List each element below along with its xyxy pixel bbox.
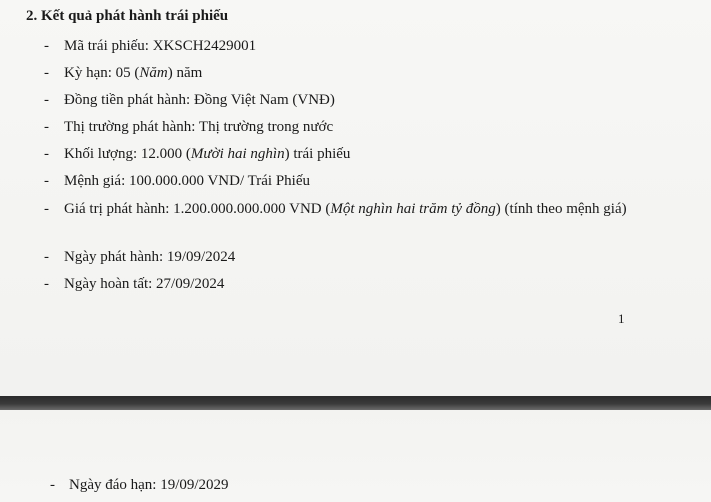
item-text: Đồng tiền phát hành: Đồng Việt Nam (VNĐ) (64, 92, 335, 108)
list-bullet: - (44, 92, 49, 108)
item-text: Ngày hoàn tất: 27/09/2024 (64, 276, 225, 292)
item-text-italic: Mười hai nghìn (190, 146, 285, 162)
item-text: Kỳ hạn: 05 ( (64, 65, 140, 81)
list-bullet: - (50, 477, 55, 493)
list-bullet: - (44, 249, 49, 265)
list-bullet: - (44, 276, 49, 292)
list-bullet: - (44, 38, 49, 54)
list-bullet: - (44, 65, 49, 81)
item-text: Khối lượng: 12.000 ( (64, 146, 191, 162)
list-bullet: - (44, 119, 49, 135)
document-page-2 (0, 410, 711, 502)
page-number: 1 (618, 311, 625, 326)
item-text-italic: Năm (139, 65, 168, 81)
item-text: Mệnh giá: 100.000.000 VND/ Trái Phiếu (64, 173, 310, 189)
list-bullet: - (44, 146, 49, 162)
item-text: Ngày phát hành: 19/09/2024 (64, 249, 236, 265)
section-heading: 2. Kết quả phát hành trái phiếu (26, 8, 229, 24)
item-text-after: ) (tính theo mệnh giá) (495, 201, 627, 217)
list-bullet: - (44, 201, 49, 217)
item-text-italic: Một nghìn hai trăm tỷ đồng (330, 201, 496, 217)
list-bullet: - (44, 173, 49, 189)
item-text-after: ) trái phiếu (284, 146, 351, 162)
item-text: Giá trị phát hành: 1.200.000.000.000 VND ( (64, 201, 331, 217)
item-text: Thị trường phát hành: Thị trường trong nước (64, 119, 334, 135)
item-text-after: ) năm (167, 65, 203, 81)
item-text: Ngày đáo hạn: 19/09/2029 (69, 477, 229, 493)
item-text: Mã trái phiếu: XKSCH2429001 (64, 38, 257, 54)
page-divider (0, 396, 711, 410)
